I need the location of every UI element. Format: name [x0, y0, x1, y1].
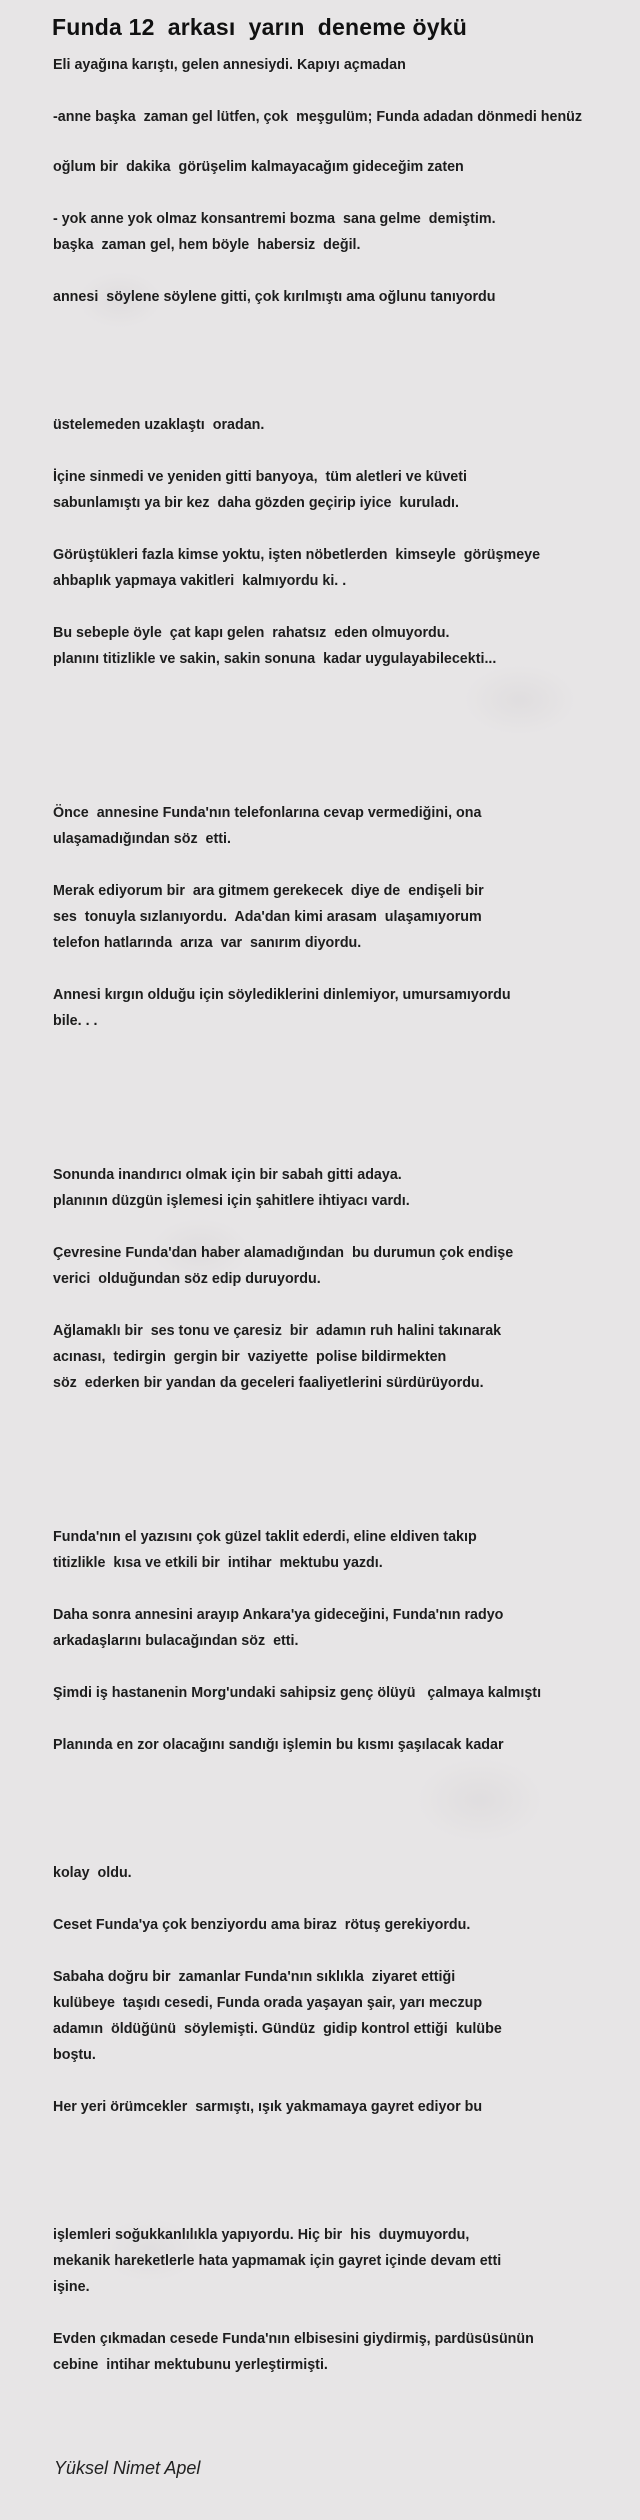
poem-line: Çevresine Funda'dan haber alamadığından bu durumun çok endişe	[53, 1245, 514, 1261]
poem-line: acınası, tedirgin gergin bir vaziyette polise bildirmekten	[53, 1349, 447, 1365]
poem-line: planını titizlikle ve sakin, sakin sonuna kadar uygulayabilecekti...	[53, 651, 497, 667]
poem-line: Funda'nın el yazısını çok güzel taklit ederdi, eline eldiven takıp	[53, 1529, 477, 1545]
poem-line: telefon hatlarında arıza var sanırım diyordu.	[53, 935, 362, 951]
poem-line: Sabaha doğru bir zamanlar Funda'nın sıklıkla ziyaret ettiği	[53, 1969, 456, 1985]
poem-line: üstelemeden uzaklaştı oradan.	[53, 417, 265, 433]
poem-line: adamın öldüğünü söylemişti. Gündüz gidip kontrol ettiği kulübe	[53, 2021, 502, 2037]
poem-line: Merak ediyorum bir ara gitmem gerekecek diye de endişeli bir	[53, 883, 484, 899]
poem-line: Her yeri örümcekler sarmıştı, ışık yakmamaya gayret ediyor bu	[53, 2099, 483, 2115]
poem-line: ses tonuyla sızlanıyordu. Ada'dan kimi arasam ulaşamıyorum	[53, 909, 482, 925]
poem-line: mekanik hareketlerle hata yapmamak için gayret içinde devam etti	[53, 2253, 502, 2269]
poem-line: Bu sebeple öyle çat kapı gelen rahatsız eden olmuyordu.	[53, 625, 450, 641]
poem-line: Planında en zor olacağını sandığı işlemin bu kısmı şaşılacak kadar	[53, 1737, 504, 1753]
poem-line: Ceset Funda'ya çok benziyordu ama biraz rötuş gerekiyordu.	[53, 1917, 471, 1933]
poem-line: işine.	[53, 2279, 90, 2295]
poem-line: oğlum bir dakika görüşelim kalmayacağım gideceğim zaten	[53, 159, 464, 175]
poem-title: Funda 12 arkası yarın deneme öykü	[52, 14, 467, 40]
poem-line: Önce annesine Funda'nın telefonlarına cevap vermediğini, ona	[53, 805, 482, 821]
author-signature: Yüksel Nimet Apel	[54, 2458, 201, 2478]
poem-line: işlemleri soğukkanlılıkla yapıyordu. Hiç bir his duymuyordu,	[53, 2227, 470, 2243]
poem-line: Evden çıkmadan cesede Funda'nın elbisesini giydirmiş, pardüsüsünün	[53, 2331, 534, 2347]
poem-line: verici olduğundan söz edip duruyordu.	[53, 1271, 321, 1287]
poem-line: Şimdi iş hastanenin Morg'undaki sahipsiz genç ölüyü çalmaya kalmıştı	[53, 1685, 542, 1701]
poem-line: -anne başka zaman gel lütfen, çok meşgulüm; Funda adadan dönmedi henüz	[53, 109, 583, 125]
poem-line: bile. . .	[53, 1013, 98, 1029]
poem-line: titizlikle kısa ve etkili bir intihar mektubu yazdı.	[53, 1555, 383, 1571]
poem-line: kulübeye taşıdı cesedi, Funda orada yaşayan şair, yarı meczup	[53, 1995, 483, 2011]
poem-line: - yok anne yok olmaz konsantremi bozma sana gelme demiştim.	[53, 211, 496, 227]
poem-line: ulaşamadığından söz etti.	[53, 831, 231, 847]
poem-line: Annesi kırgın olduğu için söylediklerini dinlemiyor, umursamıyordu	[53, 987, 511, 1003]
poem-line: ahbaplık yapmaya vakitleri kalmıyordu ki. .	[53, 573, 347, 589]
poem-line: planının düzgün işlemesi için şahitlere ihtiyacı vardı.	[53, 1193, 410, 1209]
poem-line: Görüştükleri fazla kimse yoktu, işten nöbetlerden kimseyle görüşmeye	[53, 547, 541, 563]
poem-line: cebine intihar mektubunu yerleştirmişti.	[53, 2357, 328, 2373]
poem-line: arkadaşlarını bulacağından söz etti.	[53, 1633, 299, 1649]
poem-line: annesi söylene söylene gitti, çok kırılmıştı ama oğlunu tanıyordu	[53, 289, 496, 305]
poem-line: boştu.	[53, 2047, 96, 2063]
poem-line: başka zaman gel, hem böyle habersiz değil.	[53, 237, 361, 253]
poem-line: Sonunda inandırıcı olmak için bir sabah gitti adaya.	[53, 1167, 402, 1183]
poem-line: söz ederken bir yandan da geceleri faaliyetlerini sürdürüyordu.	[53, 1375, 484, 1391]
poem-line: İçine sinmedi ve yeniden gitti banyoya, tüm aletleri ve küveti	[53, 469, 467, 485]
poem-line: Eli ayağına karıştı, gelen annesiydi. Kapıyı açmadan	[53, 57, 406, 73]
poem-line: Daha sonra annesini arayıp Ankara'ya gideceğini, Funda'nın radyo	[53, 1607, 504, 1623]
poem-line: Ağlamaklı bir ses tonu ve çaresiz bir adamın ruh halini takınarak	[53, 1323, 502, 1339]
poem-line: sabunlamıştı ya bir kez daha gözden geçirip iyice kuruladı.	[53, 495, 459, 511]
poem-line: kolay oldu.	[53, 1865, 132, 1881]
